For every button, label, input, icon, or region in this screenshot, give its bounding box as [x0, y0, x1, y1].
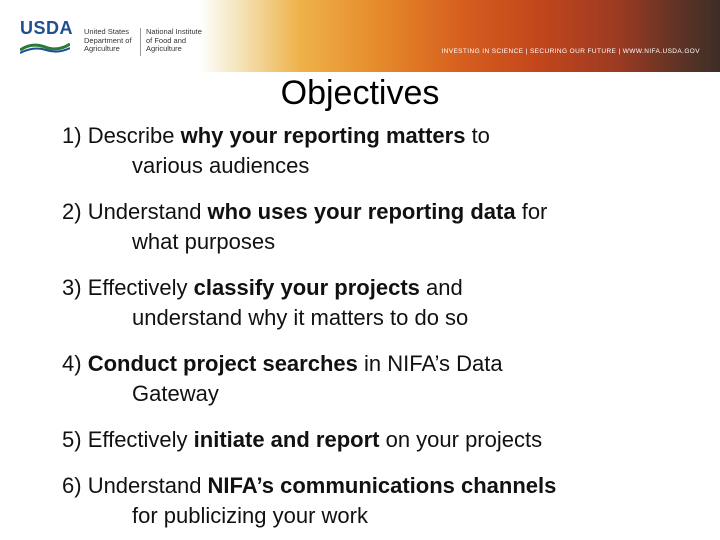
objective-number: 4): [62, 351, 82, 376]
objective-number: 2): [62, 199, 82, 224]
institute-label: National Institute of Food and Agriculture: [146, 27, 202, 53]
objective-item: [62, 425, 702, 455]
objective-text-post: and: [419, 275, 463, 300]
objective-text-bold: why your reporting matters: [180, 123, 466, 148]
objective-text-post: for: [515, 199, 548, 224]
objective-text-line2: Gateway: [132, 381, 219, 406]
objective-text-line2: for publicizing your work: [132, 503, 368, 528]
objective-text-line2: what purposes: [132, 229, 276, 254]
objective-text-pre: Effectively: [87, 427, 194, 452]
header-banner: [0, 0, 720, 72]
slide-title: [0, 74, 720, 113]
usda-logo: USDA: [20, 18, 74, 38]
objective-text-bold: NIFA’s communications channels: [207, 473, 557, 498]
objective-text-pre: Understand: [87, 199, 208, 224]
objective-text-bold: who uses your reporting data: [207, 199, 516, 224]
header-tagline: INVESTING IN SCIENCE | SECURING OUR FUTURE | WWW.NIFA.USDA.GOV: [441, 48, 700, 55]
objective-text-pre: Describe: [87, 123, 181, 148]
objective-number: 3): [62, 275, 82, 300]
objective-text-pre: Understand: [87, 473, 208, 498]
objective-item: [62, 197, 702, 257]
department-label: United States Department of Agriculture: [84, 27, 132, 53]
objective-text-pre: Effectively: [87, 275, 194, 300]
slide-title-text: Objectives: [280, 74, 440, 112]
objective-item: [62, 471, 702, 531]
objective-text-post: on your projects: [379, 427, 543, 452]
objective-text-post: in NIFA’s Data: [357, 351, 503, 376]
objective-text-bold: Conduct project searches: [87, 351, 358, 376]
objectives-list: [62, 121, 702, 531]
objective-number: 1): [62, 123, 82, 148]
objective-item: [62, 349, 702, 409]
objective-item: [62, 273, 702, 333]
objective-item: [62, 121, 702, 181]
objective-text-bold: initiate and report: [193, 427, 380, 452]
objective-number: 6): [62, 473, 82, 498]
header-divider: [140, 28, 141, 56]
objective-number: 5): [62, 427, 82, 452]
usda-swoosh-icon: [20, 40, 70, 54]
objective-text-bold: classify your projects: [193, 275, 420, 300]
objective-text-post: to: [465, 123, 490, 148]
objective-text-line2: understand why it matters to do so: [132, 305, 469, 330]
objective-text-line2: various audiences: [132, 153, 310, 178]
